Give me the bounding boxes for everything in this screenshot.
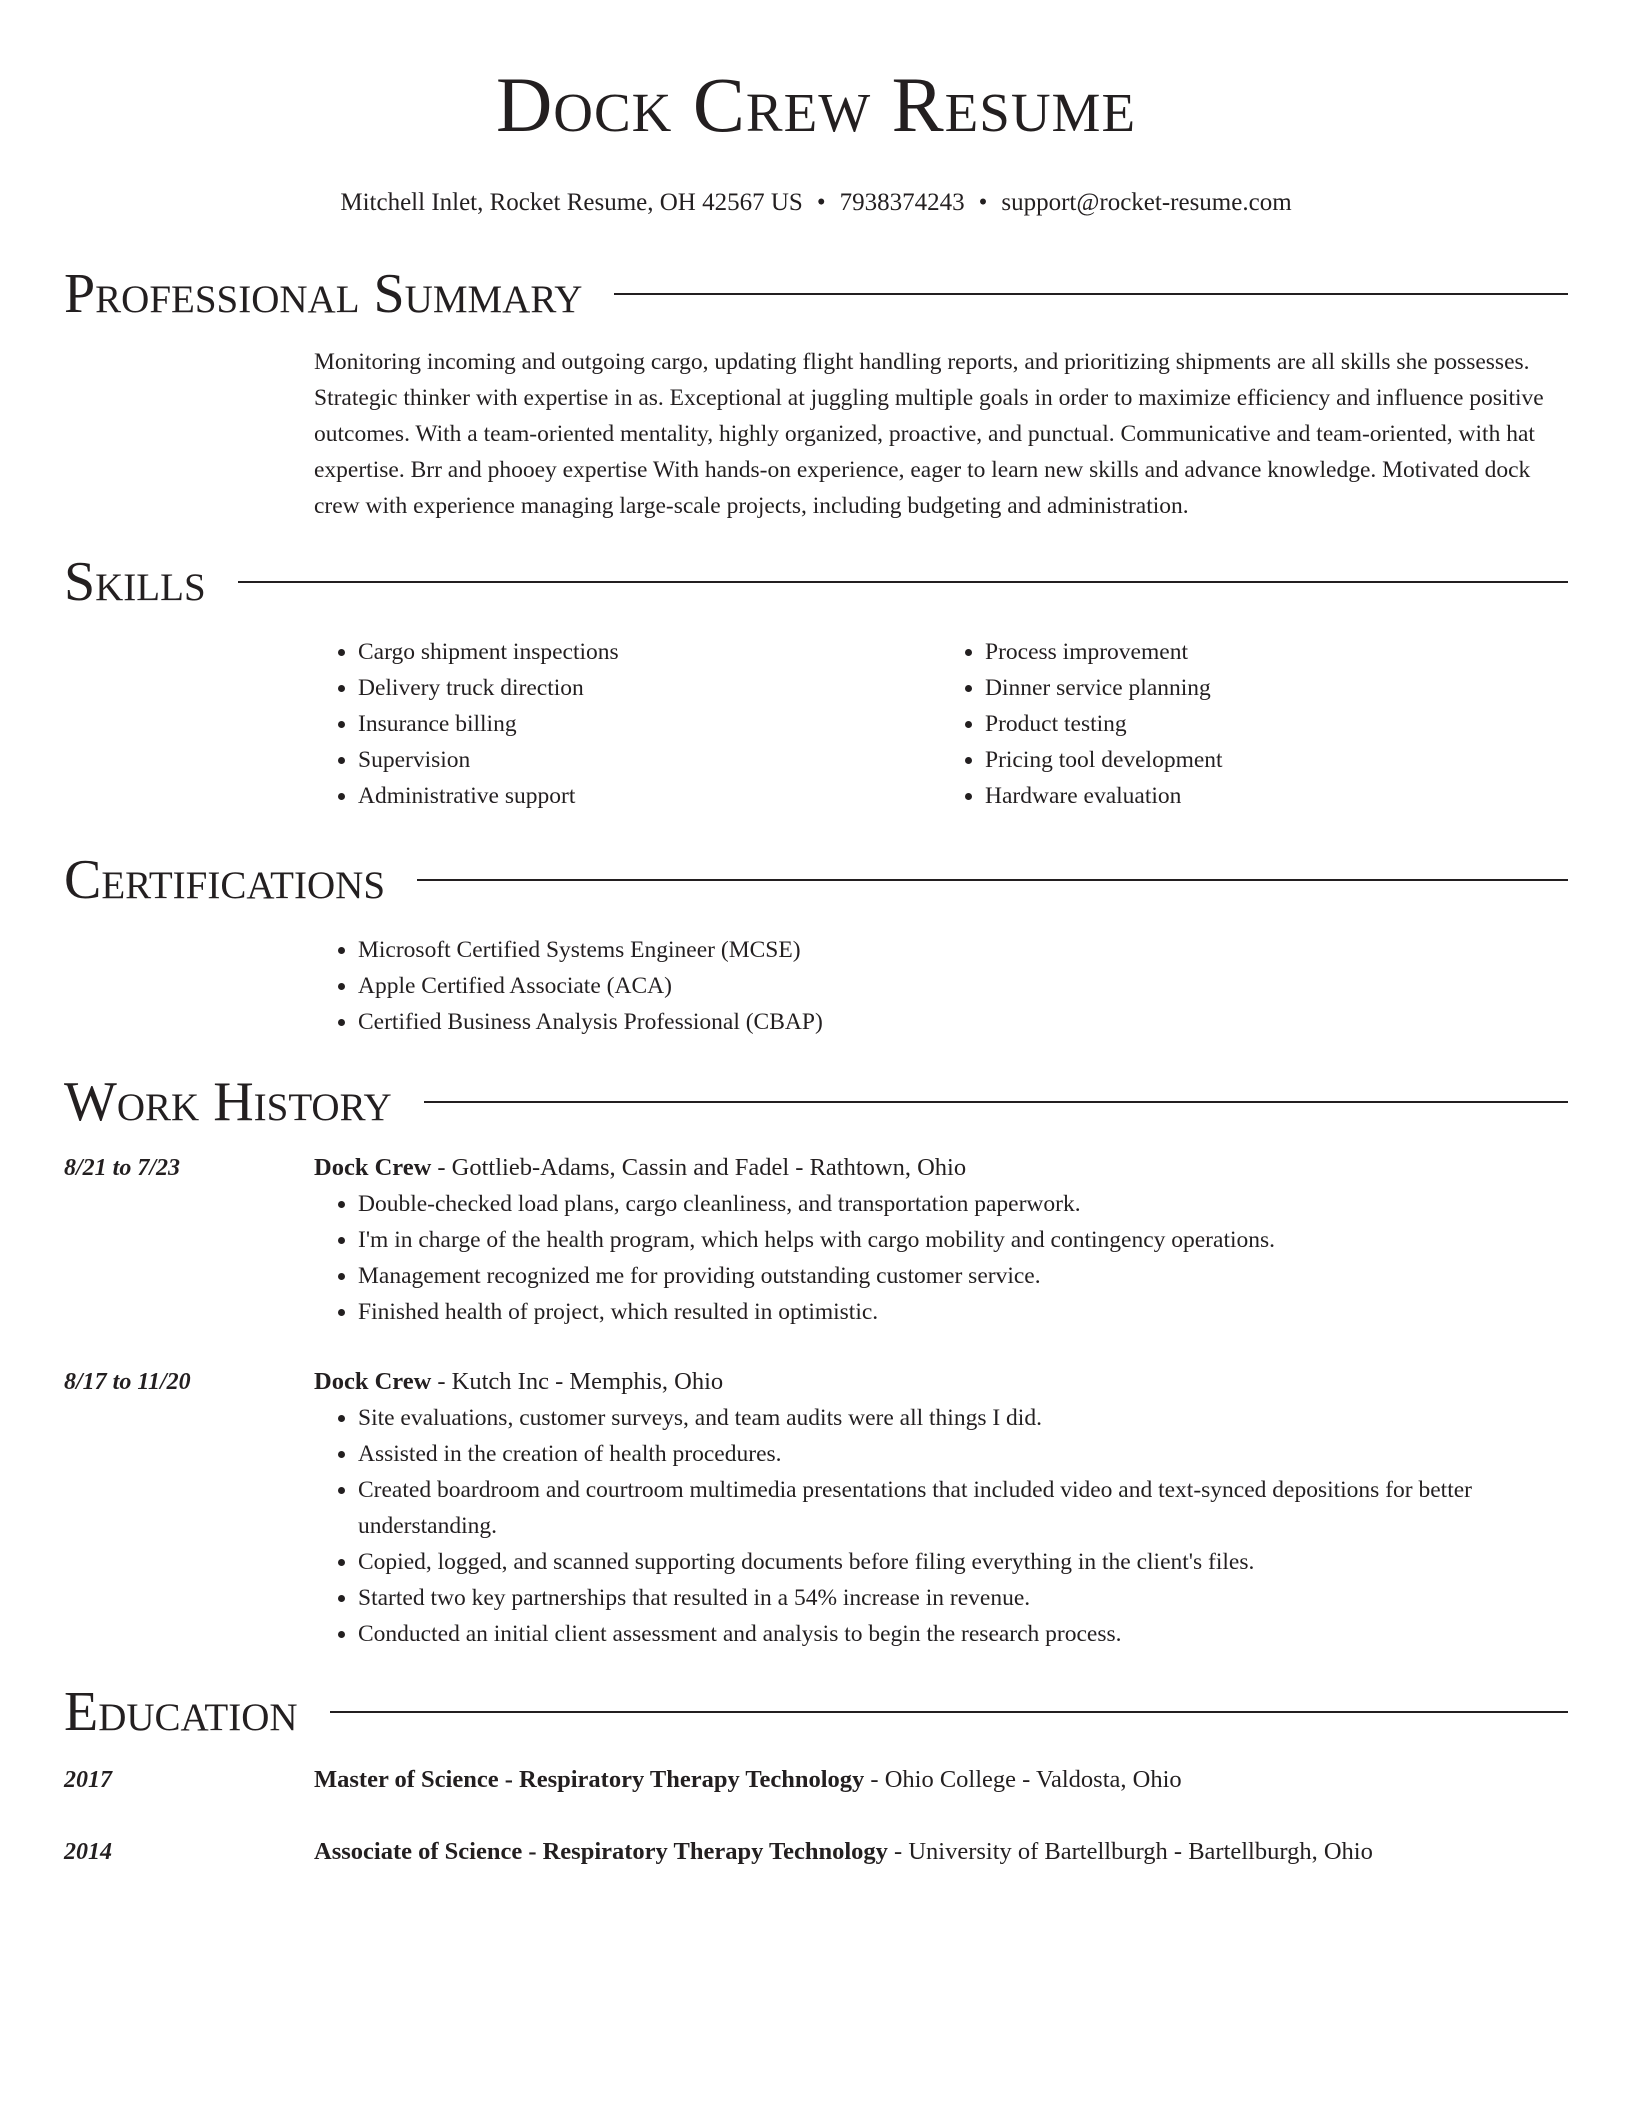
section-divider <box>238 581 1568 583</box>
job-bullet: • Site evaluations, customer surveys, and team audits were all things I did. <box>358 1400 1568 1436</box>
job-bullet: • Assisted in the creation of health procedures. <box>358 1436 1568 1472</box>
skills-list-left <box>314 634 941 814</box>
section-divider <box>417 879 1568 881</box>
job-dates: 8/17 to 11/20 <box>64 1369 191 1395</box>
summary-text: Monitoring incoming and outgoing cargo, updating flight handling reports, and prioritizing shipments are all skills she possesses. Strategic thinker with expertise in as. Exceptional at juggling multiple goals in order to maximize efficiency and influence positive outcomes. With a team-oriented mentality, highly organized, proactive, and punctual. Communicative and team-oriented, with hat expertise. Brr and phooey expertise With hands-on experience, eager to learn new skills and advance knowledge. Motivated dock crew with experience managing large-scale projects, including budgeting and administration. <box>314 349 1544 519</box>
education-section-header <box>64 1680 1568 1744</box>
certification-item: • Microsoft Certified Systems Engineer (MCSE) <box>358 932 1568 968</box>
job-employer: - Gottlieb-Adams, Cassin and Fadel - Rathtown, Ohio <box>431 1154 967 1181</box>
job-bullets <box>314 1186 1568 1330</box>
skills-heading: Skills <box>64 551 206 613</box>
education-degree: Associate of Science - Respiratory Therapy Technology <box>314 1838 888 1865</box>
job-bullet: • Copied, logged, and scanned supporting documents before filing everything in the client's files. <box>358 1544 1568 1580</box>
job-heading <box>314 1150 1568 1186</box>
job-role: Dock Crew <box>314 1368 432 1395</box>
skill-item: • Process improvement <box>985 634 1568 670</box>
contact-phone: 7938374243 <box>839 189 965 216</box>
job-body <box>314 1150 1568 1330</box>
contact-address: Mitchell Inlet, Rocket Resume, OH 42567 US <box>340 189 803 216</box>
section-divider <box>614 293 1568 295</box>
education-entry <box>64 1762 1568 1798</box>
job-bullet: • I'm in charge of the health program, which helps with cargo mobility and contingency operations. <box>358 1222 1568 1258</box>
job-entry <box>64 1150 1568 1330</box>
education-school: - University of Bartellburgh - Bartellburgh, Ohio <box>887 1838 1373 1865</box>
skill-item: • Delivery truck direction <box>358 670 941 706</box>
education-body <box>314 1834 1568 1870</box>
job-heading <box>314 1364 1568 1400</box>
education-school: - Ohio College - Valdosta, Ohio <box>864 1766 1182 1793</box>
job-entry <box>64 1364 1568 1652</box>
education-year: 2017 <box>64 1767 112 1793</box>
job-bullet: • Conducted an initial client assessment and analysis to begin the research process. <box>358 1616 1568 1652</box>
education-degree: Master of Science - Respiratory Therapy Technology <box>314 1766 865 1793</box>
skills-section <box>314 634 1568 814</box>
education-year: 2014 <box>64 1839 112 1865</box>
education-heading-line <box>314 1834 1568 1870</box>
skill-item: • Hardware evaluation <box>985 778 1568 814</box>
job-dates: 8/21 to 7/23 <box>64 1155 181 1181</box>
job-bullet: • Double-checked load plans, cargo cleanliness, and transportation paperwork. <box>358 1186 1568 1222</box>
section-divider <box>424 1101 1568 1103</box>
work-heading: Work History <box>64 1071 392 1133</box>
skills-section-header <box>64 550 1568 614</box>
skill-item: • Insurance billing <box>358 706 941 742</box>
job-employer: - Kutch Inc - Memphis, Ohio <box>431 1368 724 1395</box>
skill-item: • Pricing tool development <box>985 742 1568 778</box>
skill-item: • Supervision <box>358 742 941 778</box>
skill-item: • Administrative support <box>358 778 941 814</box>
job-bullet: • Started two key partnerships that resulted in a 54% increase in revenue. <box>358 1580 1568 1616</box>
summary-section-header <box>64 262 1568 326</box>
summary-heading: Professional Summary <box>64 263 583 325</box>
job-bullet: • Finished health of project, which resulted in optimistic. <box>358 1294 1568 1330</box>
education-heading-line <box>314 1762 1568 1798</box>
skill-item: • Cargo shipment inspections <box>358 634 941 670</box>
education-heading: Education <box>64 1681 298 1743</box>
skill-item: • Dinner service planning <box>985 670 1568 706</box>
section-divider <box>330 1711 1568 1713</box>
job-bullets <box>314 1400 1568 1652</box>
certifications-section-header <box>64 848 1568 912</box>
education-entry <box>64 1834 1568 1870</box>
skills-list-right <box>941 634 1568 814</box>
job-bullet: • Management recognized me for providing outstanding customer service. <box>358 1258 1568 1294</box>
skill-item: • Product testing <box>985 706 1568 742</box>
contact-separator: • <box>978 189 988 216</box>
contact-separator: • <box>816 189 826 216</box>
summary-section <box>314 344 1568 524</box>
job-bullet: • Created boardroom and courtroom multimedia presentations that included video and text-synced depositions for better understanding. <box>358 1472 1568 1544</box>
certification-item: • Apple Certified Associate (ACA) <box>358 968 1568 1004</box>
resume-page <box>64 0 1568 1870</box>
contact-line <box>64 188 1568 218</box>
certifications-section <box>314 932 1568 1040</box>
education-body <box>314 1762 1568 1798</box>
job-role: Dock Crew <box>314 1154 432 1181</box>
certifications-heading: Certifications <box>64 849 386 911</box>
work-section-header <box>64 1070 1568 1134</box>
job-body <box>314 1364 1568 1652</box>
resume-title: Dock Crew Resume <box>495 61 1137 148</box>
certification-item: • Certified Business Analysis Professional (CBAP) <box>358 1004 1568 1040</box>
certifications-list <box>314 932 1568 1040</box>
contact-email: support@rocket-resume.com <box>1001 189 1292 216</box>
